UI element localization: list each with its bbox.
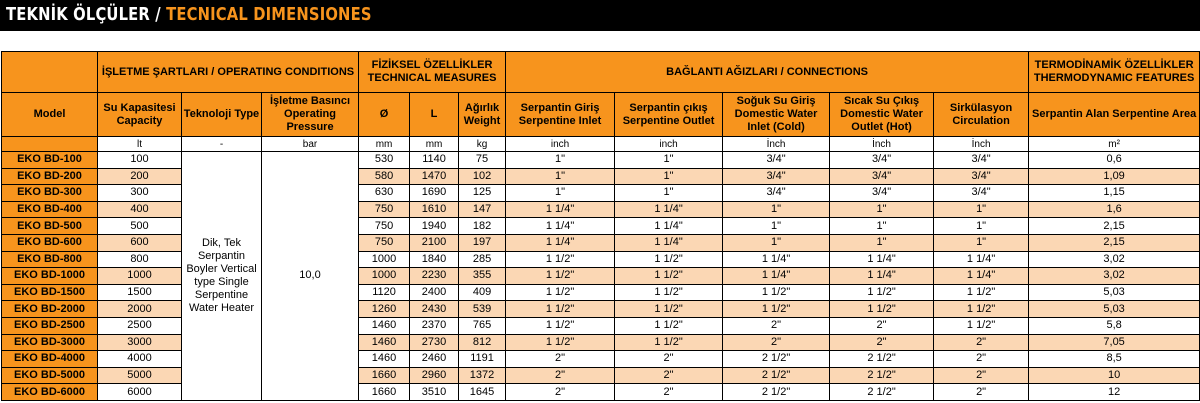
unit-cell xyxy=(2,137,98,152)
value-cell: 1 1/4" xyxy=(615,218,723,235)
table-row xyxy=(2,185,1200,202)
value-cell: 3/4" xyxy=(934,152,1029,169)
value-cell: 1 1/2" xyxy=(506,284,615,301)
value-cell: 10 xyxy=(1029,367,1200,384)
value-cell: 765 xyxy=(459,317,506,334)
group-header-row xyxy=(2,52,1200,93)
value-cell: 3,02 xyxy=(1029,251,1200,268)
table-row xyxy=(2,317,1200,334)
value-cell: 2460 xyxy=(410,351,459,368)
value-cell: 400 xyxy=(98,201,182,218)
column-header: Ø xyxy=(359,93,410,137)
unit-cell: inch xyxy=(615,137,723,152)
value-cell: 5,03 xyxy=(1029,301,1200,318)
value-cell: 1 1/4" xyxy=(830,268,934,285)
value-cell: 1" xyxy=(615,152,723,169)
table-row xyxy=(2,218,1200,235)
value-cell: 1372 xyxy=(459,367,506,384)
column-header: Sıcak Su Çıkış Domestic Water Outlet (Hot) xyxy=(830,93,934,137)
value-cell: 1120 xyxy=(359,284,410,301)
value-cell: 1" xyxy=(934,201,1029,218)
value-cell: 1 1/4" xyxy=(723,268,830,285)
value-cell: 2" xyxy=(934,384,1029,401)
value-cell: 3/4" xyxy=(830,168,934,185)
value-cell: 182 xyxy=(459,218,506,235)
value-cell: 1 1/4" xyxy=(506,201,615,218)
value-cell: 200 xyxy=(98,168,182,185)
value-cell: 1" xyxy=(934,234,1029,251)
model-cell: EKO BD-500 xyxy=(2,218,98,235)
value-cell: 1" xyxy=(723,218,830,235)
value-cell: 0,6 xyxy=(1029,152,1200,169)
group-connections: BAĞLANTI AĞIZLARI / CONNECTIONS xyxy=(506,52,1029,93)
value-cell: 4000 xyxy=(98,351,182,368)
value-cell: 2" xyxy=(615,384,723,401)
model-cell: EKO BD-1000 xyxy=(2,268,98,285)
value-cell: 5,03 xyxy=(1029,284,1200,301)
value-cell: 539 xyxy=(459,301,506,318)
group-physical-line2: TECHNICAL MEASURES xyxy=(367,72,497,84)
table-row xyxy=(2,152,1200,169)
value-cell: 2" xyxy=(934,351,1029,368)
unit-cell: İnch xyxy=(830,137,934,152)
value-cell: 2" xyxy=(506,367,615,384)
model-cell: EKO BD-200 xyxy=(2,168,98,185)
title-english: TECNICAL DIMENSIONES xyxy=(166,4,372,25)
value-cell: 2 1/2" xyxy=(723,367,830,384)
value-cell: 1 1/4" xyxy=(615,234,723,251)
dimensions-table xyxy=(1,51,1200,401)
value-cell: 2 1/2" xyxy=(830,367,934,384)
value-cell: 3/4" xyxy=(934,185,1029,202)
value-cell: 2" xyxy=(934,367,1029,384)
unit-cell: m² xyxy=(1029,137,1200,152)
value-cell: 3/4" xyxy=(934,168,1029,185)
model-cell: EKO BD-100 xyxy=(2,152,98,169)
value-cell: 1610 xyxy=(410,201,459,218)
group-header-blank xyxy=(2,52,98,93)
value-cell: 1" xyxy=(615,168,723,185)
group-operating-conditions: İŞLETME ŞARTLARI / OPERATING CONDITIONS xyxy=(98,52,359,93)
value-cell: 2" xyxy=(615,351,723,368)
value-cell: 1 1/2" xyxy=(934,317,1029,334)
value-cell: 1 1/2" xyxy=(615,268,723,285)
value-cell: 355 xyxy=(459,268,506,285)
value-cell: 2" xyxy=(615,367,723,384)
table-row xyxy=(2,201,1200,218)
value-cell: 812 xyxy=(459,334,506,351)
value-cell: 102 xyxy=(459,168,506,185)
title-separator: / xyxy=(149,4,167,25)
column-header: Serpantin çıkış Serpentine Outlet xyxy=(615,93,723,137)
value-cell: 197 xyxy=(459,234,506,251)
group-thermo-line2: THERMODYNAMIC FEATURES xyxy=(1033,72,1195,84)
value-cell: 1840 xyxy=(410,251,459,268)
value-cell: 1 1/2" xyxy=(615,317,723,334)
value-cell: 1" xyxy=(615,185,723,202)
unit-cell: İnch xyxy=(934,137,1029,152)
value-cell: 3/4" xyxy=(723,152,830,169)
value-cell: 2400 xyxy=(410,284,459,301)
value-cell: 6000 xyxy=(98,384,182,401)
value-cell: 409 xyxy=(459,284,506,301)
value-cell: 1 1/4" xyxy=(934,268,1029,285)
value-cell: 1 1/2" xyxy=(506,301,615,318)
value-cell: 2 1/2" xyxy=(830,384,934,401)
column-header: Sirkülasyon Circulation xyxy=(934,93,1029,137)
value-cell: 2" xyxy=(723,334,830,351)
column-header: Serpantin Alan Serpentine Area xyxy=(1029,93,1200,137)
value-cell: 1 1/4" xyxy=(506,218,615,235)
units-row xyxy=(2,137,1200,152)
value-cell: 1" xyxy=(830,201,934,218)
value-cell: 1 1/2" xyxy=(934,284,1029,301)
value-cell: 750 xyxy=(359,234,410,251)
group-physical-line1: FİZİKSEL ÖZELLİKLER xyxy=(371,59,493,71)
model-cell: EKO BD-3000 xyxy=(2,334,98,351)
value-cell: 1000 xyxy=(359,251,410,268)
value-cell: 1" xyxy=(506,152,615,169)
value-cell: 1 1/2" xyxy=(506,268,615,285)
group-physical-features xyxy=(359,52,506,93)
column-header: Soğuk Su Giriş Domestic Water Inlet (Cold) xyxy=(723,93,830,137)
value-cell: 1 1/2" xyxy=(830,284,934,301)
value-cell: 1 1/2" xyxy=(934,301,1029,318)
value-cell: 1470 xyxy=(410,168,459,185)
model-cell: EKO BD-5000 xyxy=(2,367,98,384)
value-cell: 3/4" xyxy=(723,185,830,202)
value-cell: 2,15 xyxy=(1029,218,1200,235)
table-row xyxy=(2,367,1200,384)
value-cell: 1 1/4" xyxy=(615,201,723,218)
value-cell: 1 1/2" xyxy=(723,284,830,301)
model-cell: EKO BD-300 xyxy=(2,185,98,202)
table-row xyxy=(2,268,1200,285)
value-cell: 1660 xyxy=(359,384,410,401)
value-cell: 2" xyxy=(830,317,934,334)
value-cell: 1" xyxy=(934,218,1029,235)
value-cell: 5,8 xyxy=(1029,317,1200,334)
column-header: L xyxy=(410,93,459,137)
model-cell: EKO BD-400 xyxy=(2,201,98,218)
value-cell: 1460 xyxy=(359,351,410,368)
value-cell: 7,05 xyxy=(1029,334,1200,351)
column-header: Su Kapasitesi Capacity xyxy=(98,93,182,137)
value-cell: 100 xyxy=(98,152,182,169)
title-bar xyxy=(0,0,1200,31)
value-cell: 1191 xyxy=(459,351,506,368)
value-cell: 2 1/2" xyxy=(723,384,830,401)
value-cell: 750 xyxy=(359,201,410,218)
value-cell: 1" xyxy=(506,168,615,185)
value-cell: 125 xyxy=(459,185,506,202)
unit-cell: - xyxy=(182,137,262,152)
value-cell: 1,6 xyxy=(1029,201,1200,218)
value-cell: 1 1/2" xyxy=(723,301,830,318)
value-cell: 2" xyxy=(934,334,1029,351)
table-row xyxy=(2,301,1200,318)
value-cell: 1000 xyxy=(98,268,182,285)
value-cell: 2000 xyxy=(98,301,182,318)
pressure-cell: 10,0 xyxy=(262,152,359,401)
value-cell: 1645 xyxy=(459,384,506,401)
value-cell: 1 1/4" xyxy=(506,234,615,251)
unit-cell: mm xyxy=(359,137,410,152)
value-cell: 2" xyxy=(830,334,934,351)
table-body xyxy=(2,152,1200,401)
value-cell: 1 1/2" xyxy=(615,251,723,268)
value-cell: 2100 xyxy=(410,234,459,251)
column-header: Teknoloji Type xyxy=(182,93,262,137)
value-cell: 1 1/2" xyxy=(615,284,723,301)
technology-cell: Dik, Tek Serpantin Boyler Vertical type Single Serpentine Water Heater xyxy=(182,152,262,401)
model-cell: EKO BD-800 xyxy=(2,251,98,268)
column-header: Serpantin Giriş Serpentine Inlet xyxy=(506,93,615,137)
column-header: Model xyxy=(2,93,98,137)
value-cell: 300 xyxy=(98,185,182,202)
value-cell: 1 1/4" xyxy=(830,251,934,268)
value-cell: 1460 xyxy=(359,317,410,334)
value-cell: 2" xyxy=(506,384,615,401)
value-cell: 1" xyxy=(506,185,615,202)
unit-cell: İnch xyxy=(723,137,830,152)
value-cell: 12 xyxy=(1029,384,1200,401)
value-cell: 1,15 xyxy=(1029,185,1200,202)
value-cell: 5000 xyxy=(98,367,182,384)
value-cell: 630 xyxy=(359,185,410,202)
value-cell: 1 1/2" xyxy=(506,251,615,268)
value-cell: 8,5 xyxy=(1029,351,1200,368)
unit-cell: mm xyxy=(410,137,459,152)
value-cell: 750 xyxy=(359,218,410,235)
value-cell: 1" xyxy=(830,234,934,251)
value-cell: 1 1/4" xyxy=(723,251,830,268)
model-cell: EKO BD-600 xyxy=(2,234,98,251)
value-cell: 580 xyxy=(359,168,410,185)
column-header: İşletme Basıncı Operating Pressure xyxy=(262,93,359,137)
value-cell: 1" xyxy=(723,234,830,251)
value-cell: 1 1/2" xyxy=(506,317,615,334)
column-header-row xyxy=(2,93,1200,137)
table-row xyxy=(2,284,1200,301)
value-cell: 1 1/2" xyxy=(506,334,615,351)
unit-cell: bar xyxy=(262,137,359,152)
value-cell: 3/4" xyxy=(723,168,830,185)
table-row xyxy=(2,334,1200,351)
value-cell: 2370 xyxy=(410,317,459,334)
unit-cell: inch xyxy=(506,137,615,152)
value-cell: 1,09 xyxy=(1029,168,1200,185)
model-cell: EKO BD-6000 xyxy=(2,384,98,401)
model-cell: EKO BD-4000 xyxy=(2,351,98,368)
value-cell: 75 xyxy=(459,152,506,169)
unit-cell: kg xyxy=(459,137,506,152)
value-cell: 3/4" xyxy=(830,152,934,169)
value-cell: 1000 xyxy=(359,268,410,285)
value-cell: 2500 xyxy=(98,317,182,334)
title-turkish: TEKNİK ÖLÇÜLER xyxy=(6,4,150,25)
value-cell: 1940 xyxy=(410,218,459,235)
value-cell: 3510 xyxy=(410,384,459,401)
page-title xyxy=(6,4,372,26)
value-cell: 2960 xyxy=(410,367,459,384)
value-cell: 1" xyxy=(723,201,830,218)
value-cell: 1 1/2" xyxy=(615,334,723,351)
column-header: Ağırlık Weight xyxy=(459,93,506,137)
value-cell: 285 xyxy=(459,251,506,268)
value-cell: 1260 xyxy=(359,301,410,318)
value-cell: 2 1/2" xyxy=(723,351,830,368)
table-row xyxy=(2,168,1200,185)
value-cell: 3/4" xyxy=(830,185,934,202)
value-cell: 2230 xyxy=(410,268,459,285)
value-cell: 1460 xyxy=(359,334,410,351)
value-cell: 2,15 xyxy=(1029,234,1200,251)
model-cell: EKO BD-2000 xyxy=(2,301,98,318)
value-cell: 1" xyxy=(830,218,934,235)
value-cell: 1 1/4" xyxy=(934,251,1029,268)
value-cell: 1660 xyxy=(359,367,410,384)
value-cell: 3,02 xyxy=(1029,268,1200,285)
value-cell: 2 1/2" xyxy=(830,351,934,368)
table-row xyxy=(2,384,1200,401)
table-row xyxy=(2,234,1200,251)
value-cell: 2" xyxy=(723,317,830,334)
value-cell: 1 1/2" xyxy=(615,301,723,318)
value-cell: 1690 xyxy=(410,185,459,202)
value-cell: 800 xyxy=(98,251,182,268)
value-cell: 2730 xyxy=(410,334,459,351)
table-row xyxy=(2,351,1200,368)
value-cell: 147 xyxy=(459,201,506,218)
value-cell: 500 xyxy=(98,218,182,235)
value-cell: 600 xyxy=(98,234,182,251)
model-cell: EKO BD-1500 xyxy=(2,284,98,301)
group-thermodynamic-features xyxy=(1029,52,1200,93)
group-thermo-line1: TERMODİNAMİK ÖZELLİKLER xyxy=(1034,59,1194,71)
value-cell: 1140 xyxy=(410,152,459,169)
value-cell: 1500 xyxy=(98,284,182,301)
value-cell: 2" xyxy=(506,351,615,368)
value-cell: 1 1/2" xyxy=(830,301,934,318)
value-cell: 2430 xyxy=(410,301,459,318)
table-row xyxy=(2,251,1200,268)
value-cell: 3000 xyxy=(98,334,182,351)
unit-cell: lt xyxy=(98,137,182,152)
model-cell: EKO BD-2500 xyxy=(2,317,98,334)
value-cell: 530 xyxy=(359,152,410,169)
